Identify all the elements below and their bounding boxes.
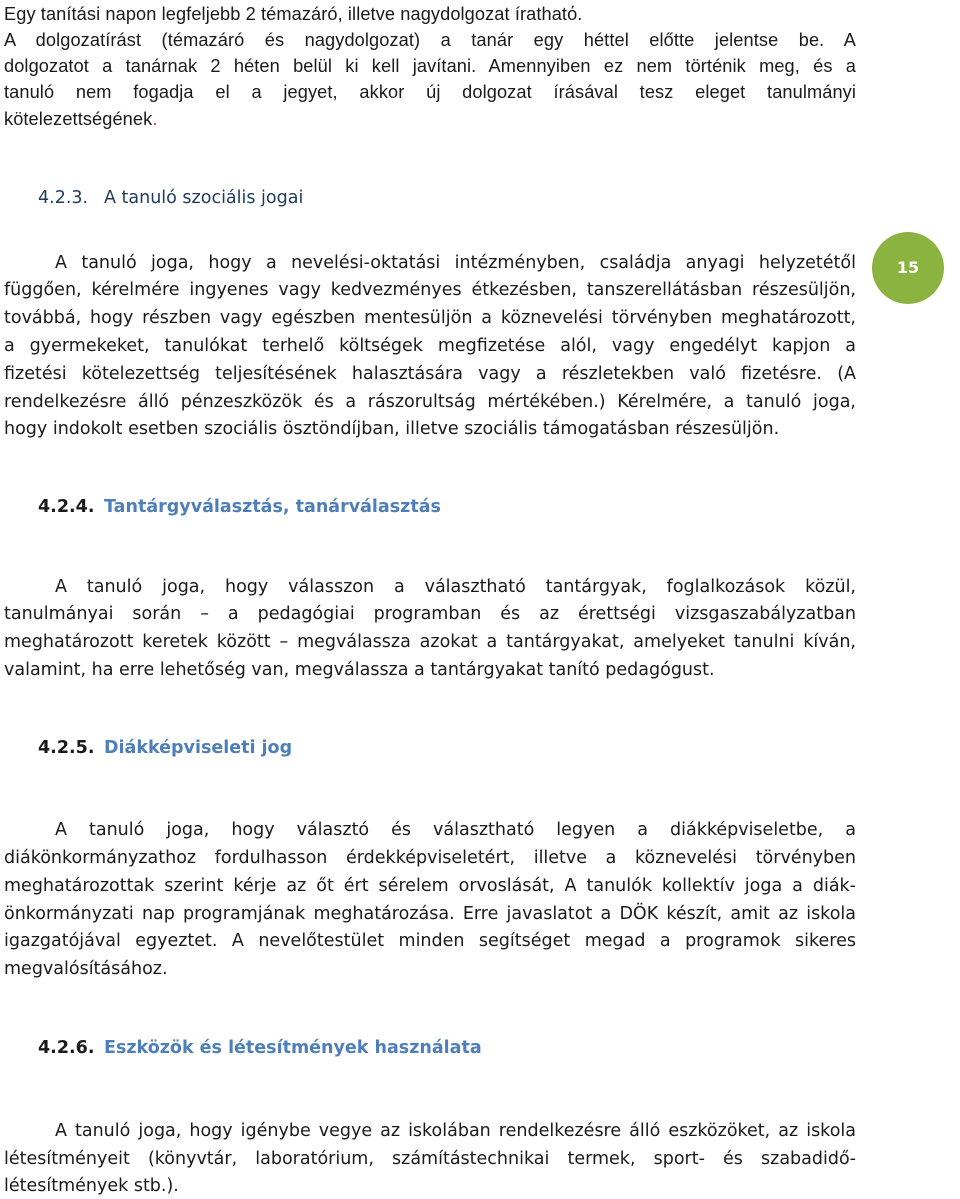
text-line: dolgozatot a tanárnak 2 héten belül ki kell javítani. Amennyiben ez nem történik meg, és a [4, 56, 856, 76]
text-line: igazgatójával egyeztet. A nevelőtestület minden segítséget megad a programok sikeres [4, 931, 856, 951]
section-heading [38, 185, 303, 211]
text-line: hogy indokolt esetben szociális ösztöndíjban, illetve szociális támogatásban részesüljön. [4, 419, 780, 439]
text-line: továbbá, hogy részben vagy egészben mentesüljön a köznevelési törvényben meghatározott, [4, 308, 856, 328]
text-line [4, 106, 856, 132]
text-line: megvalósításához. [4, 959, 168, 979]
text-line: létesítmények stb.). [4, 1176, 179, 1196]
section-title: Tantárgyválasztás, tanárválasztás [104, 497, 441, 517]
text-line: tanulmányai során – a pedagógiai programban és az érettségi vizsgaszabályzatban [4, 604, 856, 624]
text-line: Egy tanítási napon legfeljebb 2 témazáró, illetve nagydolgozat írathatό. [4, 4, 583, 24]
text-line: A tanuló joga, hogy igénybe vegye az iskolában rendelkezésre álló eszközöket, az iskola [55, 1121, 856, 1141]
section-heading [38, 735, 292, 761]
text-line: diákönkormányzathoz fordulhasson érdekképviseletért, illetve a köznevelési törvényben [4, 848, 856, 868]
section-number: 4.2.6. [38, 1038, 95, 1058]
text-line: önkormányzati nap programjának meghatározása. Erre javaslatot a DÖK készít, amit az iskola [4, 904, 856, 924]
section-number: 4.2.5. [38, 738, 95, 758]
text-line: rendelkezésre álló pénzeszközök és a rászorultság mértékében.) Kérelmére, a tanuló joga, [4, 392, 856, 412]
text-line: A tanuló joga, hogy válasszon a választható tantárgyak, foglalkozások közül, [55, 577, 856, 597]
section-title: Diákképviseleti jog [104, 738, 293, 758]
section-number: 4.2.3. [38, 188, 89, 208]
section-title: A tanuló szociális jogai [104, 188, 304, 208]
text-line: valamint, ha erre lehetőség van, megválassza a tantárgyakat tanító pedagógust. [4, 660, 715, 680]
text-line: a gyermekeket, tanulókat terhelő költségek megfizetése alól, vagy engedélyt kapjon a [4, 336, 856, 356]
trailing-period: . [152, 109, 158, 129]
text-line: A dolgozatírást (témazáró és nagydolgozat) a tanár egy héttel előtte jelentse be. A [4, 30, 856, 50]
section-number: 4.2.4. [38, 497, 95, 517]
section-heading [38, 494, 441, 520]
text-line: fizetési kötelezettség teljesítésének halasztására vagy a részletekben való fizetésre. (A [4, 364, 856, 384]
section-heading [38, 1035, 482, 1061]
text-line: A tanuló joga, hogy választó és választható legyen a diákképviseletbe, a [55, 820, 856, 840]
section-title: Eszközök és létesítmények használata [104, 1038, 482, 1058]
text-line: meghatározottak szerint kérje az őt ért sérelem orvoslását, A tanulók kollektív joga a diák- [4, 876, 856, 896]
text-line: tanuló nem fogadja el a jegyet, akkor új dolgozat írásával tesz eleget tanulmányi [4, 82, 856, 102]
text-line: létesítményeit (könyvtár, laboratórium, számítástechnikai termek, sport- és szabadidő- [4, 1149, 856, 1169]
page-number-badge: 15 [872, 232, 944, 304]
text-line: meghatározott keretek között – megválassza azokat a tantárgyakat, amelyeket tanulni kíván, [4, 632, 856, 652]
text-line: A tanuló joga, hogy a nevelési-oktatási intézményben, családja anyagi helyzetétől [55, 253, 856, 273]
text-line: függően, kérelmére ingyenes vagy kedvezményes étkezésben, tanszerellátásban részesüljön, [4, 280, 856, 300]
text-fragment: kötelezettségének [4, 109, 153, 129]
